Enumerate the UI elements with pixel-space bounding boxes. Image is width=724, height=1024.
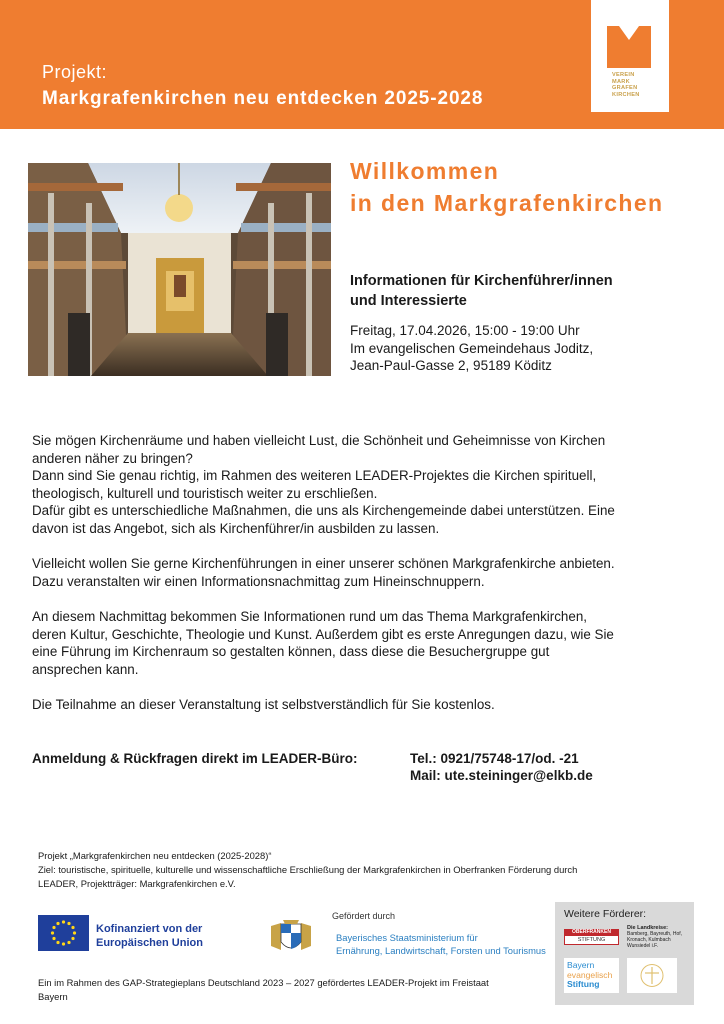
text-line: deren Kultur, Geschichte, Theologie und Kunst. Außerdem gibt es erste Anregungen dazu, wie Sie	[32, 626, 614, 642]
contact-label: Anmeldung & Rückfragen direkt im LEADER-Büro:	[32, 751, 358, 766]
sponsor-cross-logo	[627, 958, 677, 993]
welcome-line1: Willkommen	[350, 158, 500, 184]
ministry-line: Ernährung, Landwirtschaft, Forsten und Tourismus	[336, 944, 546, 956]
info-heading-line2: und Interessierte	[350, 293, 467, 309]
footer-line: Ziel: touristische, spirituelle, kulturelle und wissenschaftliche Erschließung der Markgrafenkirchen in Oberfranken Förderung durch	[38, 864, 578, 875]
paragraph-4: Die Teilnahme an dieser Veranstaltung ist selbstverständlich für Sie kostenlos.	[32, 696, 495, 712]
logo-text: OBERFRANKEN	[564, 929, 619, 935]
logo-text: STIFTUNG	[564, 935, 619, 945]
text-line: eine Führung im Kirchenraum so gestalten können, dass diese die Besuchergruppe gut	[32, 644, 550, 660]
footer-project-info	[38, 849, 678, 891]
bavaria-crest-icon	[263, 920, 319, 961]
logo-text: Stiftung	[567, 979, 600, 989]
further-sponsors-box	[555, 902, 694, 1005]
logo-line: VEREIN	[612, 72, 635, 78]
event-datetime: Freitag, 17.04.2026, 15:00 - 19:00 Uhr	[350, 323, 580, 338]
gap-line: Ein im Rahmen des GAP-Strategieplans Deutschland 2023 – 2027 gefördertes LEADER-Projekt im Freistaat	[38, 977, 489, 988]
landkreise-title: Die Landkreise:	[627, 925, 668, 931]
eu-text	[96, 922, 203, 950]
project-title: Markgrafenkirchen neu entdecken 2025-2028	[42, 88, 484, 109]
event-venue: Im evangelischen Gemeindehaus Joditz,	[350, 340, 594, 356]
logo-text: evangelisch	[567, 969, 613, 980]
m-logo-icon	[607, 26, 651, 68]
landkreise-text	[627, 925, 689, 949]
body-text	[32, 432, 692, 731]
info-heading	[350, 271, 613, 311]
church-interior-photo	[28, 163, 331, 376]
ministry-line: Bayerisches Staatsministerium für	[336, 932, 478, 943]
oberfranken-stiftung-logo	[564, 929, 619, 944]
paragraph-1	[32, 432, 692, 538]
eu-line: Kofinanziert von der	[96, 923, 203, 935]
event-address: Jean-Paul-Gasse 2, 95189 Köditz	[350, 358, 552, 373]
paragraph-2	[32, 555, 692, 590]
bayern-evangelisch-stiftung-logo	[564, 958, 619, 993]
eu-line: Europäischen Union	[96, 937, 203, 949]
landkreise-list: Bamberg, Bayreuth, Hof, Kronach, Kulmbach Wunsiedel i.F.	[627, 931, 683, 949]
contact-email[interactable]: Mail: ute.steininger@elkb.de	[410, 768, 593, 783]
project-pretitle: Projekt:	[42, 62, 108, 82]
logo-line: KIRCHEN	[612, 91, 640, 98]
text-line: theologisch, kulturell und touristisch weiter zu erschließen.	[32, 485, 378, 501]
welcome-heading	[350, 155, 664, 219]
event-details	[350, 322, 593, 375]
footer-line: LEADER, Projektträger: Markgrafenkirchen e.V.	[38, 878, 236, 889]
text-line: davon ist das Angebot, sich als Kirchenführer/in ausbilden zu lassen.	[32, 520, 440, 536]
text-line: An diesem Nachmittag bekommen Sie Informationen rund um das Thema Markgrafenkirchen,	[32, 608, 587, 624]
further-sponsors-title: Weitere Förderer:	[564, 908, 647, 920]
paragraph-3	[32, 608, 692, 678]
text-line: Dafür gibt es unterschiedliche Maßnahmen, die uns als Kirchengemeinde dabei unterstützen. Eine	[32, 503, 615, 519]
text-line: Vielleicht wollen Sie gerne Kirchenführungen in einer unserer schönen Markgrafenkirche anbieten.	[32, 556, 615, 572]
eu-cofunding-logo	[38, 915, 238, 955]
gap-line: Bayern	[38, 991, 68, 1002]
logo-wordmark	[612, 72, 668, 98]
ministry-name	[336, 932, 546, 957]
logo-line: GRAFEN	[612, 85, 638, 92]
text-line: Dann sind Sie genau richtig, im Rahmen des weiteren LEADER-Projektes die Kirchen spirituell,	[32, 468, 597, 484]
logo-text: Bayern	[567, 960, 595, 970]
gap-strategy-note	[38, 976, 558, 1004]
logo-line: MARK	[612, 78, 630, 85]
verein-logo	[591, 0, 669, 112]
gefoerdert-label: Gefördert durch	[332, 911, 396, 921]
footer-line: Projekt „Markgrafenkirchen neu entdecken (2025-2028)“	[38, 850, 272, 861]
text-line: Dazu veranstalten wir einen Informationsnachmittag zum Hineinschnuppern.	[32, 573, 485, 589]
text-line: anderen näher zu bringen?	[32, 450, 193, 466]
text-line: Sie mögen Kirchenräume und haben vielleicht Lust, die Schönheit und Geheimnisse von Kirchen	[32, 433, 606, 448]
welcome-line2: in den Markgrafenkirchen	[350, 190, 664, 216]
info-heading-line1: Informationen für Kirchenführer/innen	[350, 273, 613, 289]
eu-flag-icon	[38, 915, 89, 951]
text-line: ansprechen kann.	[32, 661, 139, 677]
contact-phone[interactable]: Tel.: 0921/75748-17/od. -21	[410, 751, 579, 766]
